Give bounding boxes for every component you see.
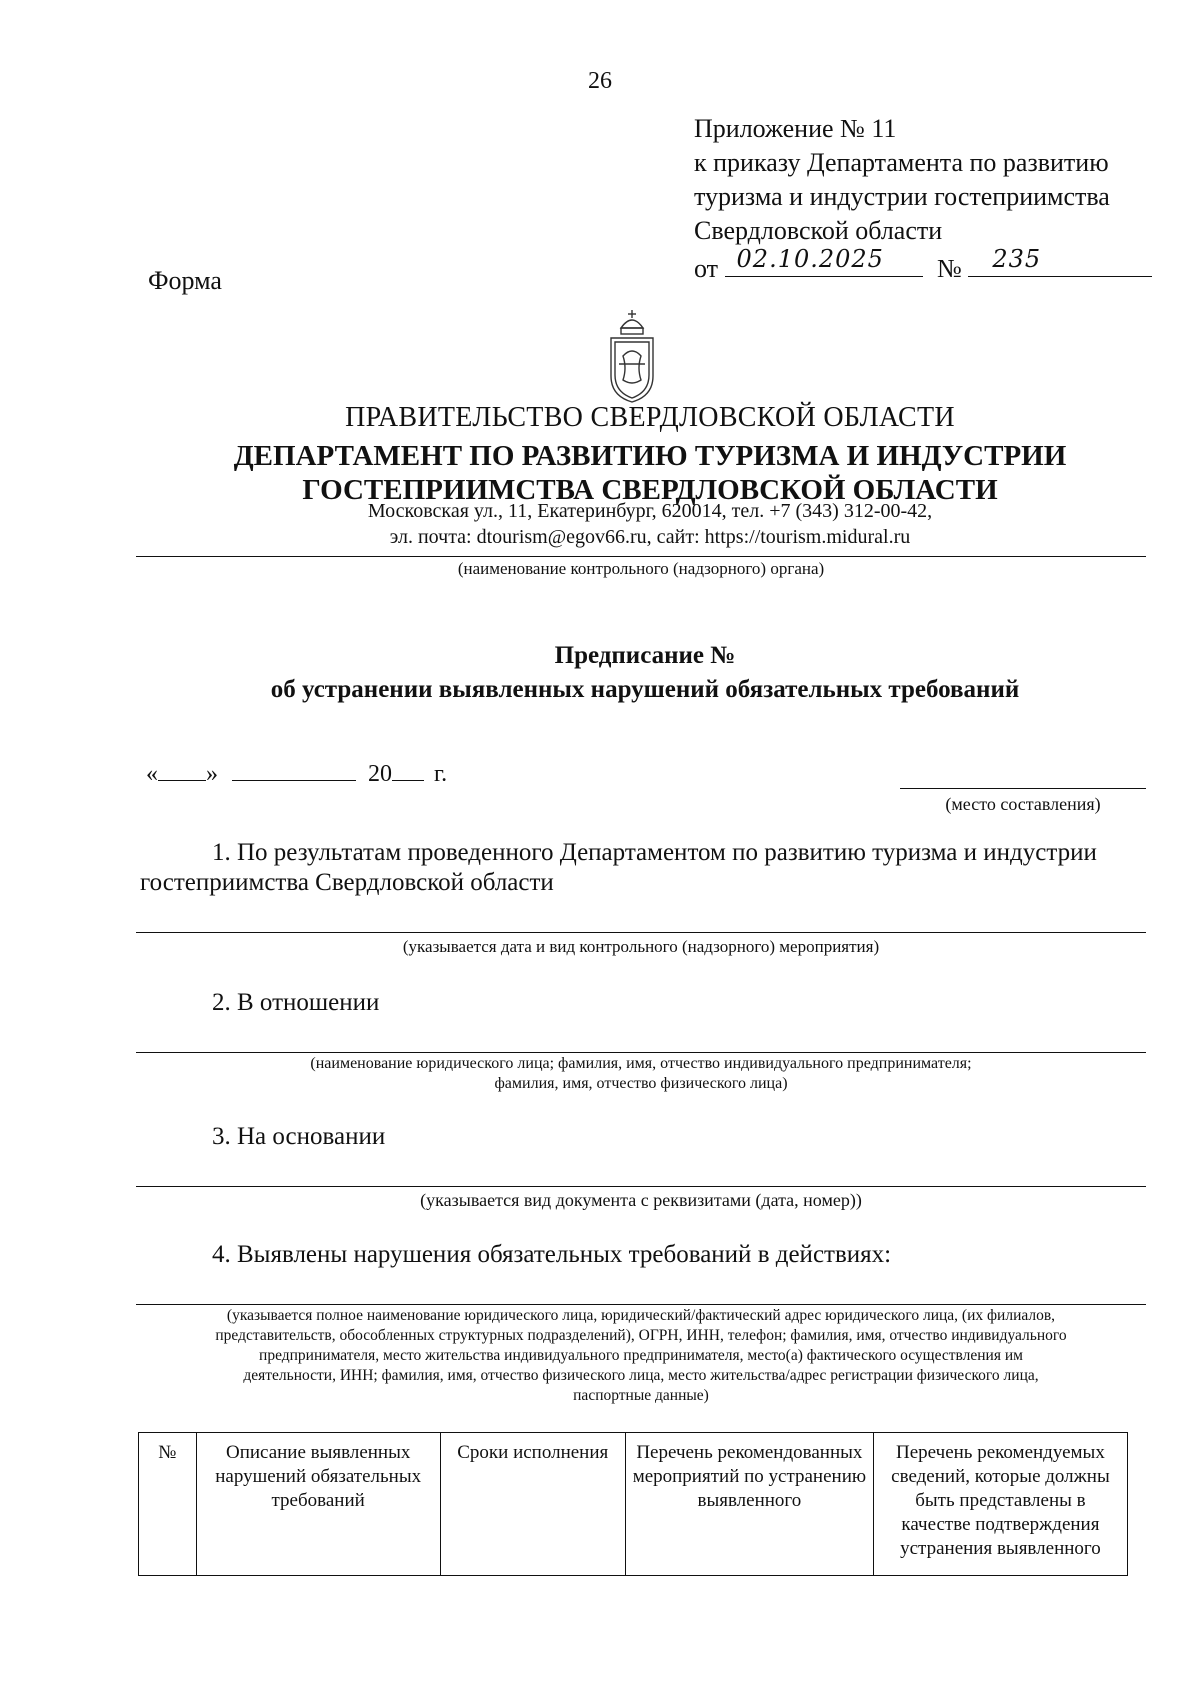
page-number: 26 xyxy=(588,68,612,94)
order-reference xyxy=(694,245,1152,286)
appendix-block xyxy=(694,112,1152,286)
section-1-text-cont: гостеприимства Свердловской области xyxy=(140,869,554,896)
appendix-line: Свердловской области xyxy=(694,216,943,245)
place-caption: (место составления) xyxy=(945,794,1101,814)
section-1-caption: (указывается дата и вид контрольного (надзорного) мероприятия) xyxy=(402,937,880,956)
from-label: от xyxy=(694,254,719,283)
order-number-field xyxy=(968,245,1152,277)
section-2-text: 2. В отношении xyxy=(212,989,380,1016)
header-confirmation-info: Перечень рекомендуемых сведений, которые должны быть представлены в качестве подтверждения устранения выявленного xyxy=(873,1433,1127,1576)
authority-underline xyxy=(136,556,1146,557)
section-2-caption xyxy=(136,1054,1146,1094)
section-1-underline[interactable] xyxy=(136,932,1146,933)
authority-caption: (наименование контрольного (надзорного) органа) xyxy=(457,559,825,578)
table-header-row xyxy=(139,1433,1128,1576)
section-4-caption xyxy=(132,1306,1150,1406)
caption-line: предпринимателя, место жительства индивидуального предпринимателя, место(а) фактического осуществления им xyxy=(259,1347,1023,1364)
appendix-title: Приложение № 11 xyxy=(694,114,897,143)
appendix-line: туризма и индустрии гостеприимства xyxy=(694,182,1110,211)
header-recommended-measures: Перечень рекомендованных мероприятий по устранению выявленного xyxy=(625,1433,873,1576)
header-deadlines: Сроки исполнения xyxy=(440,1433,625,1576)
month-blank[interactable] xyxy=(232,758,356,781)
caption-line: (указывается полное наименование юридического лица, юридический/фактический адрес юридического лица, (их филиалов, xyxy=(226,1307,1056,1324)
close-quote: » xyxy=(206,761,218,787)
section-3-text: 3. На основании xyxy=(212,1123,386,1150)
open-quote: « xyxy=(146,761,158,787)
day-blank[interactable] xyxy=(158,758,206,781)
section-2-underline[interactable] xyxy=(136,1052,1146,1053)
year-prefix: 20 xyxy=(368,761,392,787)
department-address: Московская ул., 11, Екатеринбург, 620014, тел. +7 (343) 312-00-42, xyxy=(367,500,933,522)
number-label: № xyxy=(937,254,962,283)
section-4-text: 4. Выявлены нарушения обязательных требований в действиях: xyxy=(212,1241,892,1268)
order-number-handwritten: 235 xyxy=(992,245,1042,273)
appendix-line: к приказу Департамента по развитию xyxy=(694,148,1109,177)
government-name: ПРАВИТЕЛЬСТВО СВЕРДЛОВСКОЙ ОБЛАСТИ xyxy=(345,402,955,433)
place-underline[interactable] xyxy=(900,788,1146,789)
year-blank[interactable] xyxy=(392,758,424,781)
caption-line: паспортные данные) xyxy=(573,1387,709,1404)
order-date-field xyxy=(725,245,923,277)
department-name-line1: ДЕПАРТАМЕНТ ПО РАЗВИТИЮ ТУРИЗМА И ИНДУСТРИИ xyxy=(233,440,1067,472)
form-label: Форма xyxy=(148,266,222,295)
year-suffix: г. xyxy=(434,761,448,787)
department-name-line2: ГОСТЕПРИИМСТВА СВЕРДЛОВСКОЙ ОБЛАСТИ xyxy=(302,474,998,506)
department-contacts: эл. почта: dtourism@egov66.ru, сайт: https://tourism.midural.ru xyxy=(389,526,911,548)
header-violation-description: Описание выявленных нарушений обязательных требований xyxy=(196,1433,440,1576)
coat-of-arms-icon xyxy=(603,306,661,404)
section-1-text: 1. По результатам проведенного Департаментом по развитию туризма и индустрии xyxy=(212,839,1097,866)
caption-line: (наименование юридического лица; фамилия, имя, отчество индивидуального предпринимателя; xyxy=(310,1055,972,1072)
prescription-title: Предписание № xyxy=(554,642,736,669)
prescription-subtitle: об устранении выявленных нарушений обязательных требований xyxy=(270,676,1020,703)
header-number: № xyxy=(139,1433,197,1576)
prescription-date xyxy=(146,758,447,788)
caption-line: представительств, обособленных структурных подразделений), ОГРН, ИНН, телефон; фамилия, имя, отчество индивидуального xyxy=(215,1327,1067,1344)
section-3-caption: (указывается вид документа с реквизитами (дата, номер)) xyxy=(420,1190,862,1210)
caption-line: деятельности, ИНН; фамилия, имя, отчество физического лица, место жительства/адрес регистрации физического лица, xyxy=(243,1367,1039,1384)
section-3-underline[interactable] xyxy=(136,1186,1146,1187)
caption-line: фамилия, имя, отчество физического лица) xyxy=(494,1075,788,1092)
section-4-underline[interactable] xyxy=(136,1304,1146,1305)
order-date-handwritten: 02.10.2025 xyxy=(736,245,884,273)
violations-table xyxy=(138,1432,1128,1576)
